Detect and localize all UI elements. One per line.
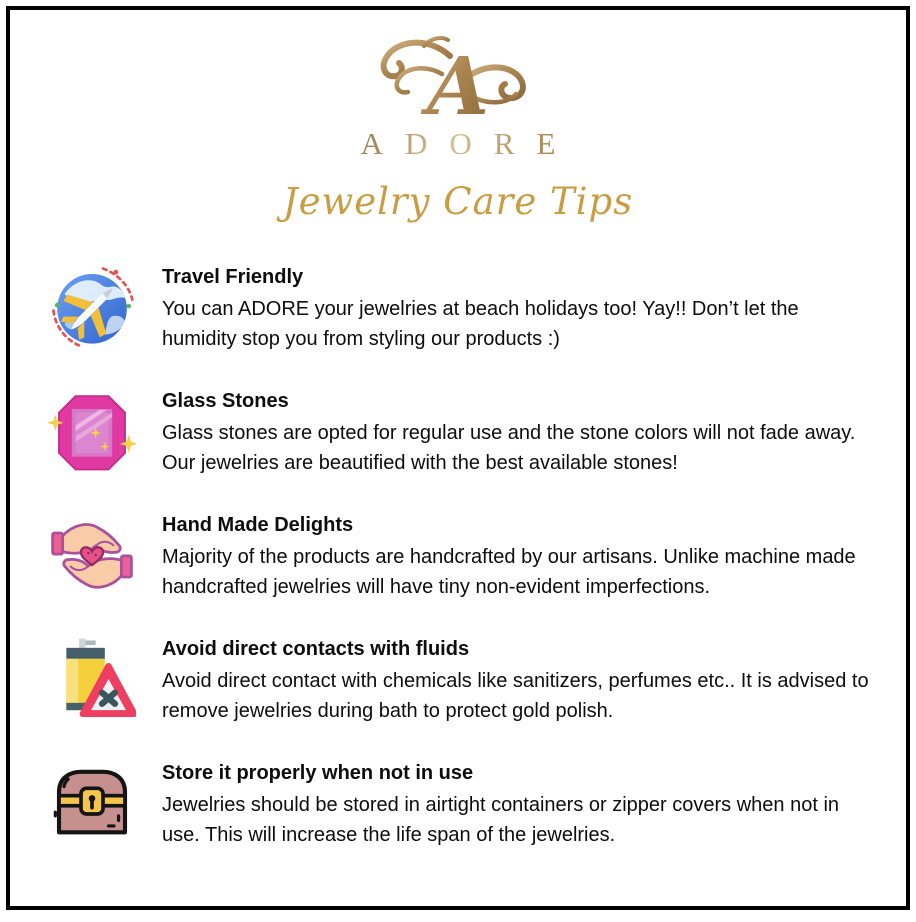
tip-section-avoid-fluids xyxy=(48,635,870,726)
page-subtitle: Jewelry Care Tips xyxy=(282,180,634,223)
tip-body: You can ADORE your jewelries at beach holidays too! Yay!! Don’t let the humidity stop you from styling our products :) xyxy=(162,298,799,350)
poster-frame xyxy=(6,6,910,910)
brand-header xyxy=(10,10,906,223)
pink-gem-icon xyxy=(48,387,136,475)
tip-title: Store it properly when not in use xyxy=(162,762,474,784)
travel-globe-plane-icon xyxy=(48,263,136,351)
tip-title: Glass Stones xyxy=(162,390,289,412)
monogram-letter: A xyxy=(426,39,490,126)
tip-body: Jewelries should be stored in airtight containers or zipper covers when not in use. This will increase the life span of the jewelries. xyxy=(162,794,840,846)
treasure-chest-icon xyxy=(48,759,136,847)
care-tips-list xyxy=(10,263,906,850)
tip-text-storage xyxy=(162,759,870,850)
tip-text-avoid-fluids xyxy=(162,635,870,726)
tip-title: Hand Made Delights xyxy=(162,514,354,536)
tip-section-storage xyxy=(48,759,870,850)
adore-monogram-flourish-icon xyxy=(358,30,558,126)
tip-section-glass-stones xyxy=(48,387,870,478)
tip-body: Majority of the products are handcrafted by our artisans. Unlike machine made handcrafted jewelries will have tiny non-evident imperfections. xyxy=(162,546,856,598)
tip-title: Avoid direct contacts with fluids xyxy=(162,638,470,660)
tip-body: Avoid direct contact with chemicals like sanitizers, perfumes etc.. It is advised to remove jewelries during bath to protect gold polish. xyxy=(162,670,869,722)
tip-section-travel xyxy=(48,263,870,354)
tip-section-handmade xyxy=(48,511,870,602)
tip-text-glass-stones xyxy=(162,387,870,478)
chemical-warning-icon xyxy=(48,635,136,723)
hands-holding-heart-icon xyxy=(48,511,136,599)
brand-wordmark: ADORE xyxy=(339,126,578,162)
tip-text-travel xyxy=(162,263,870,354)
tip-title: Travel Friendly xyxy=(162,266,304,288)
tip-body: Glass stones are opted for regular use and the stone colors will not fade away. Our jewelries are beautified with the best available stones! xyxy=(162,422,856,474)
tip-text-handmade xyxy=(162,511,870,602)
